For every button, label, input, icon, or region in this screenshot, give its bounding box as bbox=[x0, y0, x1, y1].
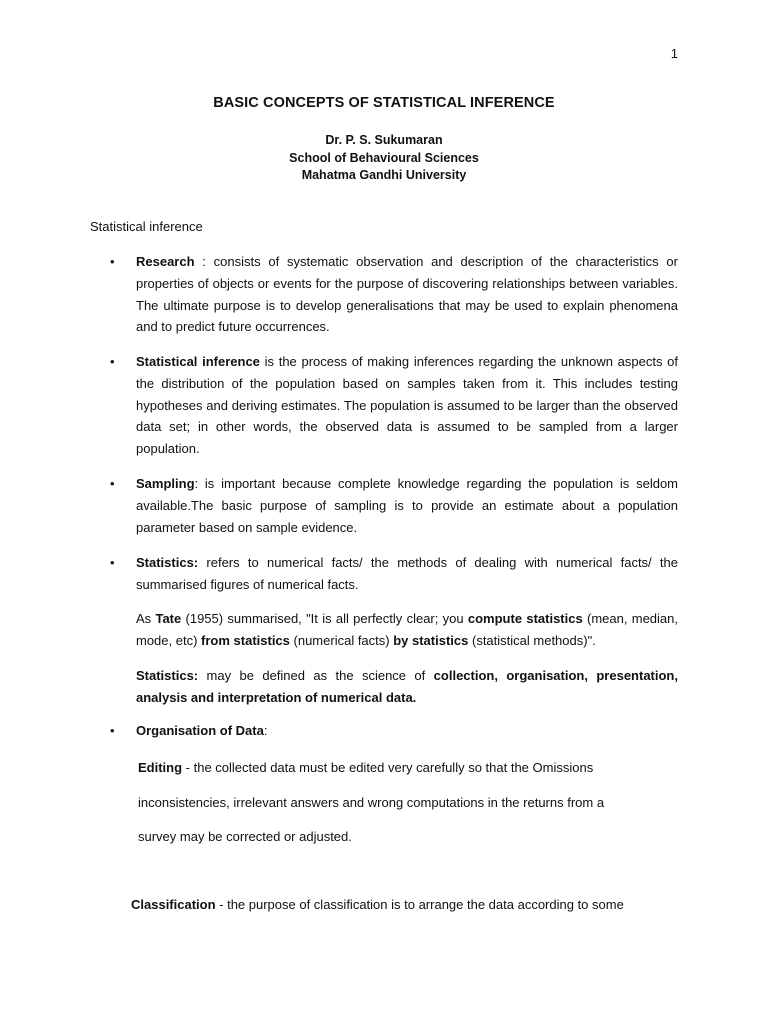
author-name: Dr. P. S. Sukumaran bbox=[325, 133, 443, 147]
author-block bbox=[0, 132, 768, 185]
research-term: Research bbox=[136, 254, 195, 269]
editing-term: Editing bbox=[138, 760, 183, 775]
tate-text-4: (statistical methods)". bbox=[468, 632, 596, 648]
classification-text: - the purpose of classification is to arrange the data according to some bbox=[215, 897, 624, 912]
tate-text-1: (1955) summarised, "It is all perfectly clear; you bbox=[181, 611, 468, 626]
editing-line-1 bbox=[138, 759, 698, 794]
tate-text-2: (mean, median, mode, etc) bbox=[136, 611, 678, 648]
bullet-sampling bbox=[110, 473, 678, 538]
sampling-paragraph bbox=[136, 473, 678, 538]
tate-by: by statistics bbox=[393, 632, 469, 648]
editing-paragraph bbox=[138, 759, 698, 863]
editing-line-3: survey may be corrected or adjusted. bbox=[138, 829, 352, 844]
organisation-term: Organisation of Data bbox=[136, 723, 264, 738]
inference-paragraph bbox=[136, 351, 678, 460]
editing-line-2: inconsistencies, irrelevant answers and wrong computations in the returns from a bbox=[138, 794, 605, 810]
definition-bold-text: collection, organisation, presentation, analysis and interpretation of numerical data. bbox=[136, 668, 678, 705]
bullet-icon: • bbox=[110, 476, 115, 491]
tate-quote-paragraph bbox=[136, 608, 678, 652]
research-paragraph bbox=[136, 251, 678, 338]
statistics-text: refers to numerical facts/ the methods of dealing with numerical facts/ the summarised figures of numerical facts. bbox=[136, 555, 678, 592]
bullet-statistics bbox=[110, 552, 678, 596]
bullet-research bbox=[110, 251, 678, 338]
statistics-paragraph bbox=[136, 552, 678, 596]
tate-from: from statistics bbox=[201, 632, 290, 648]
tate-text-3: (numerical facts) bbox=[289, 632, 394, 648]
editing-text-1: - the collected data must be edited very carefully so that the Omissions bbox=[182, 760, 594, 775]
definition-term: Statistics: bbox=[136, 668, 199, 683]
bullet-statistical-inference bbox=[110, 351, 678, 460]
bullet-icon: • bbox=[110, 723, 115, 738]
organisation-colon: : bbox=[263, 723, 268, 738]
author-university: Mahatma Gandhi University bbox=[301, 168, 467, 182]
sampling-term: Sampling bbox=[136, 476, 195, 491]
inference-term: Statistical inference bbox=[136, 354, 260, 369]
sampling-text: : is important because complete knowledge regarding the population is seldom available.The basic purpose of sampling is to provide an estimate about a population parameter based on sample evidence. bbox=[136, 476, 678, 535]
tate-as: As bbox=[136, 611, 156, 626]
classification-paragraph bbox=[131, 897, 624, 912]
bullet-organisation bbox=[110, 720, 678, 742]
statistics-term: Statistics: bbox=[136, 555, 199, 570]
bullet-icon: • bbox=[110, 555, 115, 570]
tate-name: Tate bbox=[155, 611, 182, 626]
tate-compute: compute statistics bbox=[467, 611, 583, 626]
research-text: : consists of systematic observation and description of the characteristics or properties of objects or events for the purpose of discovering relationships between variables. The ultimate purpose is to develop generalisations that may be used to explain phenomena and to predict future occurrences. bbox=[136, 254, 678, 335]
bullet-icon: • bbox=[110, 354, 115, 369]
classification-term: Classification bbox=[131, 897, 216, 912]
definition-text: may be defined as the science of bbox=[198, 668, 434, 683]
organisation-heading bbox=[136, 720, 678, 742]
author-school: School of Behavioural Sciences bbox=[289, 150, 479, 165]
bullet-icon: • bbox=[110, 254, 115, 269]
section-heading: Statistical inference bbox=[90, 219, 203, 234]
document-title: BASIC CONCEPTS OF STATISTICAL INFERENCE bbox=[213, 95, 555, 111]
inference-text: is the process of making inferences regarding the unknown aspects of the distribution of the population based on samples taken from it. This includes testing hypotheses and deriving estimates. The population is assumed to be larger than the observed data set; in other words, the observed data is assumed to be sampled from a larger population. bbox=[136, 354, 678, 457]
definition-paragraph bbox=[136, 665, 678, 709]
page-number: 1 bbox=[670, 46, 678, 61]
